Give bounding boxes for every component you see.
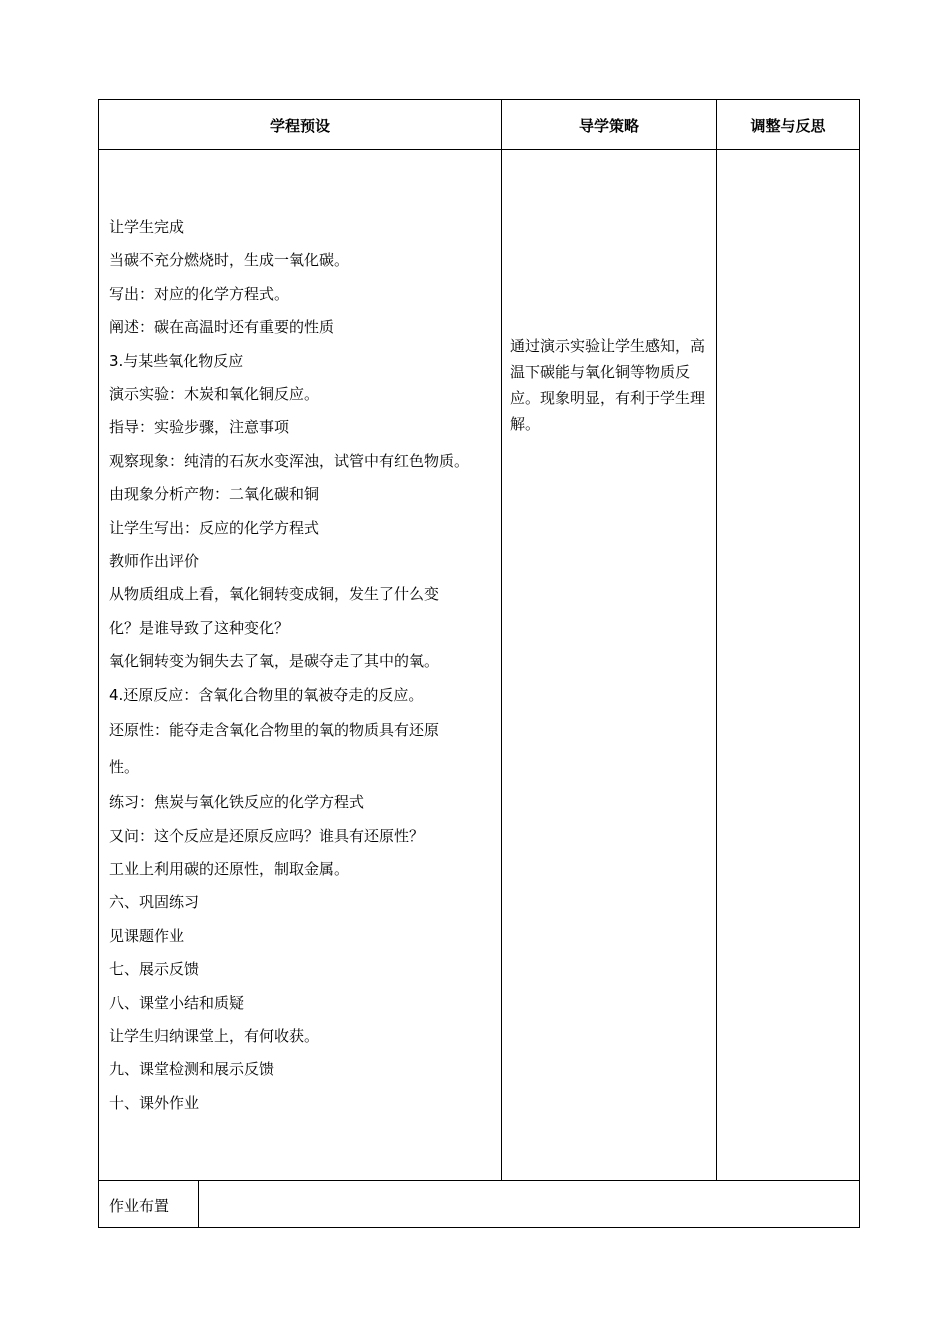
column-divider-1 bbox=[501, 100, 502, 1180]
header-guidance-strategy: 导学策略 bbox=[578, 116, 639, 135]
content-line: 指导：实验步骤，注意事项 bbox=[109, 418, 290, 437]
lesson-plan-table bbox=[98, 99, 860, 1228]
adjustment-reflection-content bbox=[717, 150, 859, 1180]
learning-process-content bbox=[109, 211, 499, 1120]
content-line: 3.与某些氧化物反应 bbox=[109, 351, 244, 370]
content-line: 七、展示反馈 bbox=[109, 960, 200, 979]
guidance-strategy-content: 通过演示实验让学生感知，高温下碳能与氧化铜等物质反应。现象明显，有利于学生理解。 bbox=[510, 337, 706, 433]
content-line: 六、巩固练习 bbox=[109, 893, 200, 912]
content-line: 练习：焦炭与氧化铁反应的化学方程式 bbox=[109, 793, 365, 812]
content-line: 观察现象：纯清的石灰水变浑浊，试管中有红色物质。 bbox=[109, 451, 470, 470]
content-line: 化？是谁导致了这种变化？ bbox=[109, 618, 290, 637]
content-line: 十、课外作业 bbox=[109, 1093, 200, 1112]
content-line: 写出：对应的化学方程式。 bbox=[109, 284, 290, 303]
header-adjustment-reflection: 调整与反思 bbox=[750, 116, 826, 135]
content-line: 性。 bbox=[109, 758, 140, 777]
content-line: 教师作出评价 bbox=[109, 552, 200, 571]
content-line: 九、课堂检测和展示反馈 bbox=[109, 1060, 275, 1079]
content-line: 由现象分析产物：二氧化碳和铜 bbox=[109, 485, 320, 504]
header-learning-process: 学程预设 bbox=[269, 116, 330, 135]
content-line: 4.还原反应：含氧化合物里的氧被夺走的反应。 bbox=[109, 685, 424, 704]
content-line: 还原性：能夺走含氧化合物里的氧的物质具有还原 bbox=[109, 721, 440, 740]
content-line: 让学生完成 bbox=[109, 218, 185, 236]
content-line: 让学生归纳课堂上，有何收获。 bbox=[109, 1026, 320, 1045]
content-line: 让学生写出：反应的化学方程式 bbox=[109, 518, 320, 537]
content-line: 阐述：碳在高温时还有重要的性质 bbox=[109, 318, 335, 337]
content-line: 见课题作业 bbox=[109, 926, 185, 945]
footer-divider bbox=[99, 1180, 859, 1181]
content-line: 当碳不充分燃烧时，生成一氧化碳。 bbox=[109, 251, 350, 270]
content-line: 氧化铜转变为铜失去了氧，是碳夺走了其中的氧。 bbox=[109, 652, 440, 671]
content-line: 从物质组成上看，氧化铜转变成铜，发生了什么变 bbox=[109, 585, 440, 604]
content-line: 演示实验：木炭和氧化铜反应。 bbox=[109, 385, 320, 404]
footer-column-divider bbox=[198, 1180, 199, 1228]
content-line: 八、课堂小结和质疑 bbox=[109, 993, 245, 1012]
homework-label: 作业布置 bbox=[109, 1196, 170, 1215]
content-line: 工业上利用碳的还原性，制取金属。 bbox=[109, 859, 350, 878]
content-line: 又问：这个反应是还原反应吗？谁具有还原性？ bbox=[109, 826, 425, 845]
